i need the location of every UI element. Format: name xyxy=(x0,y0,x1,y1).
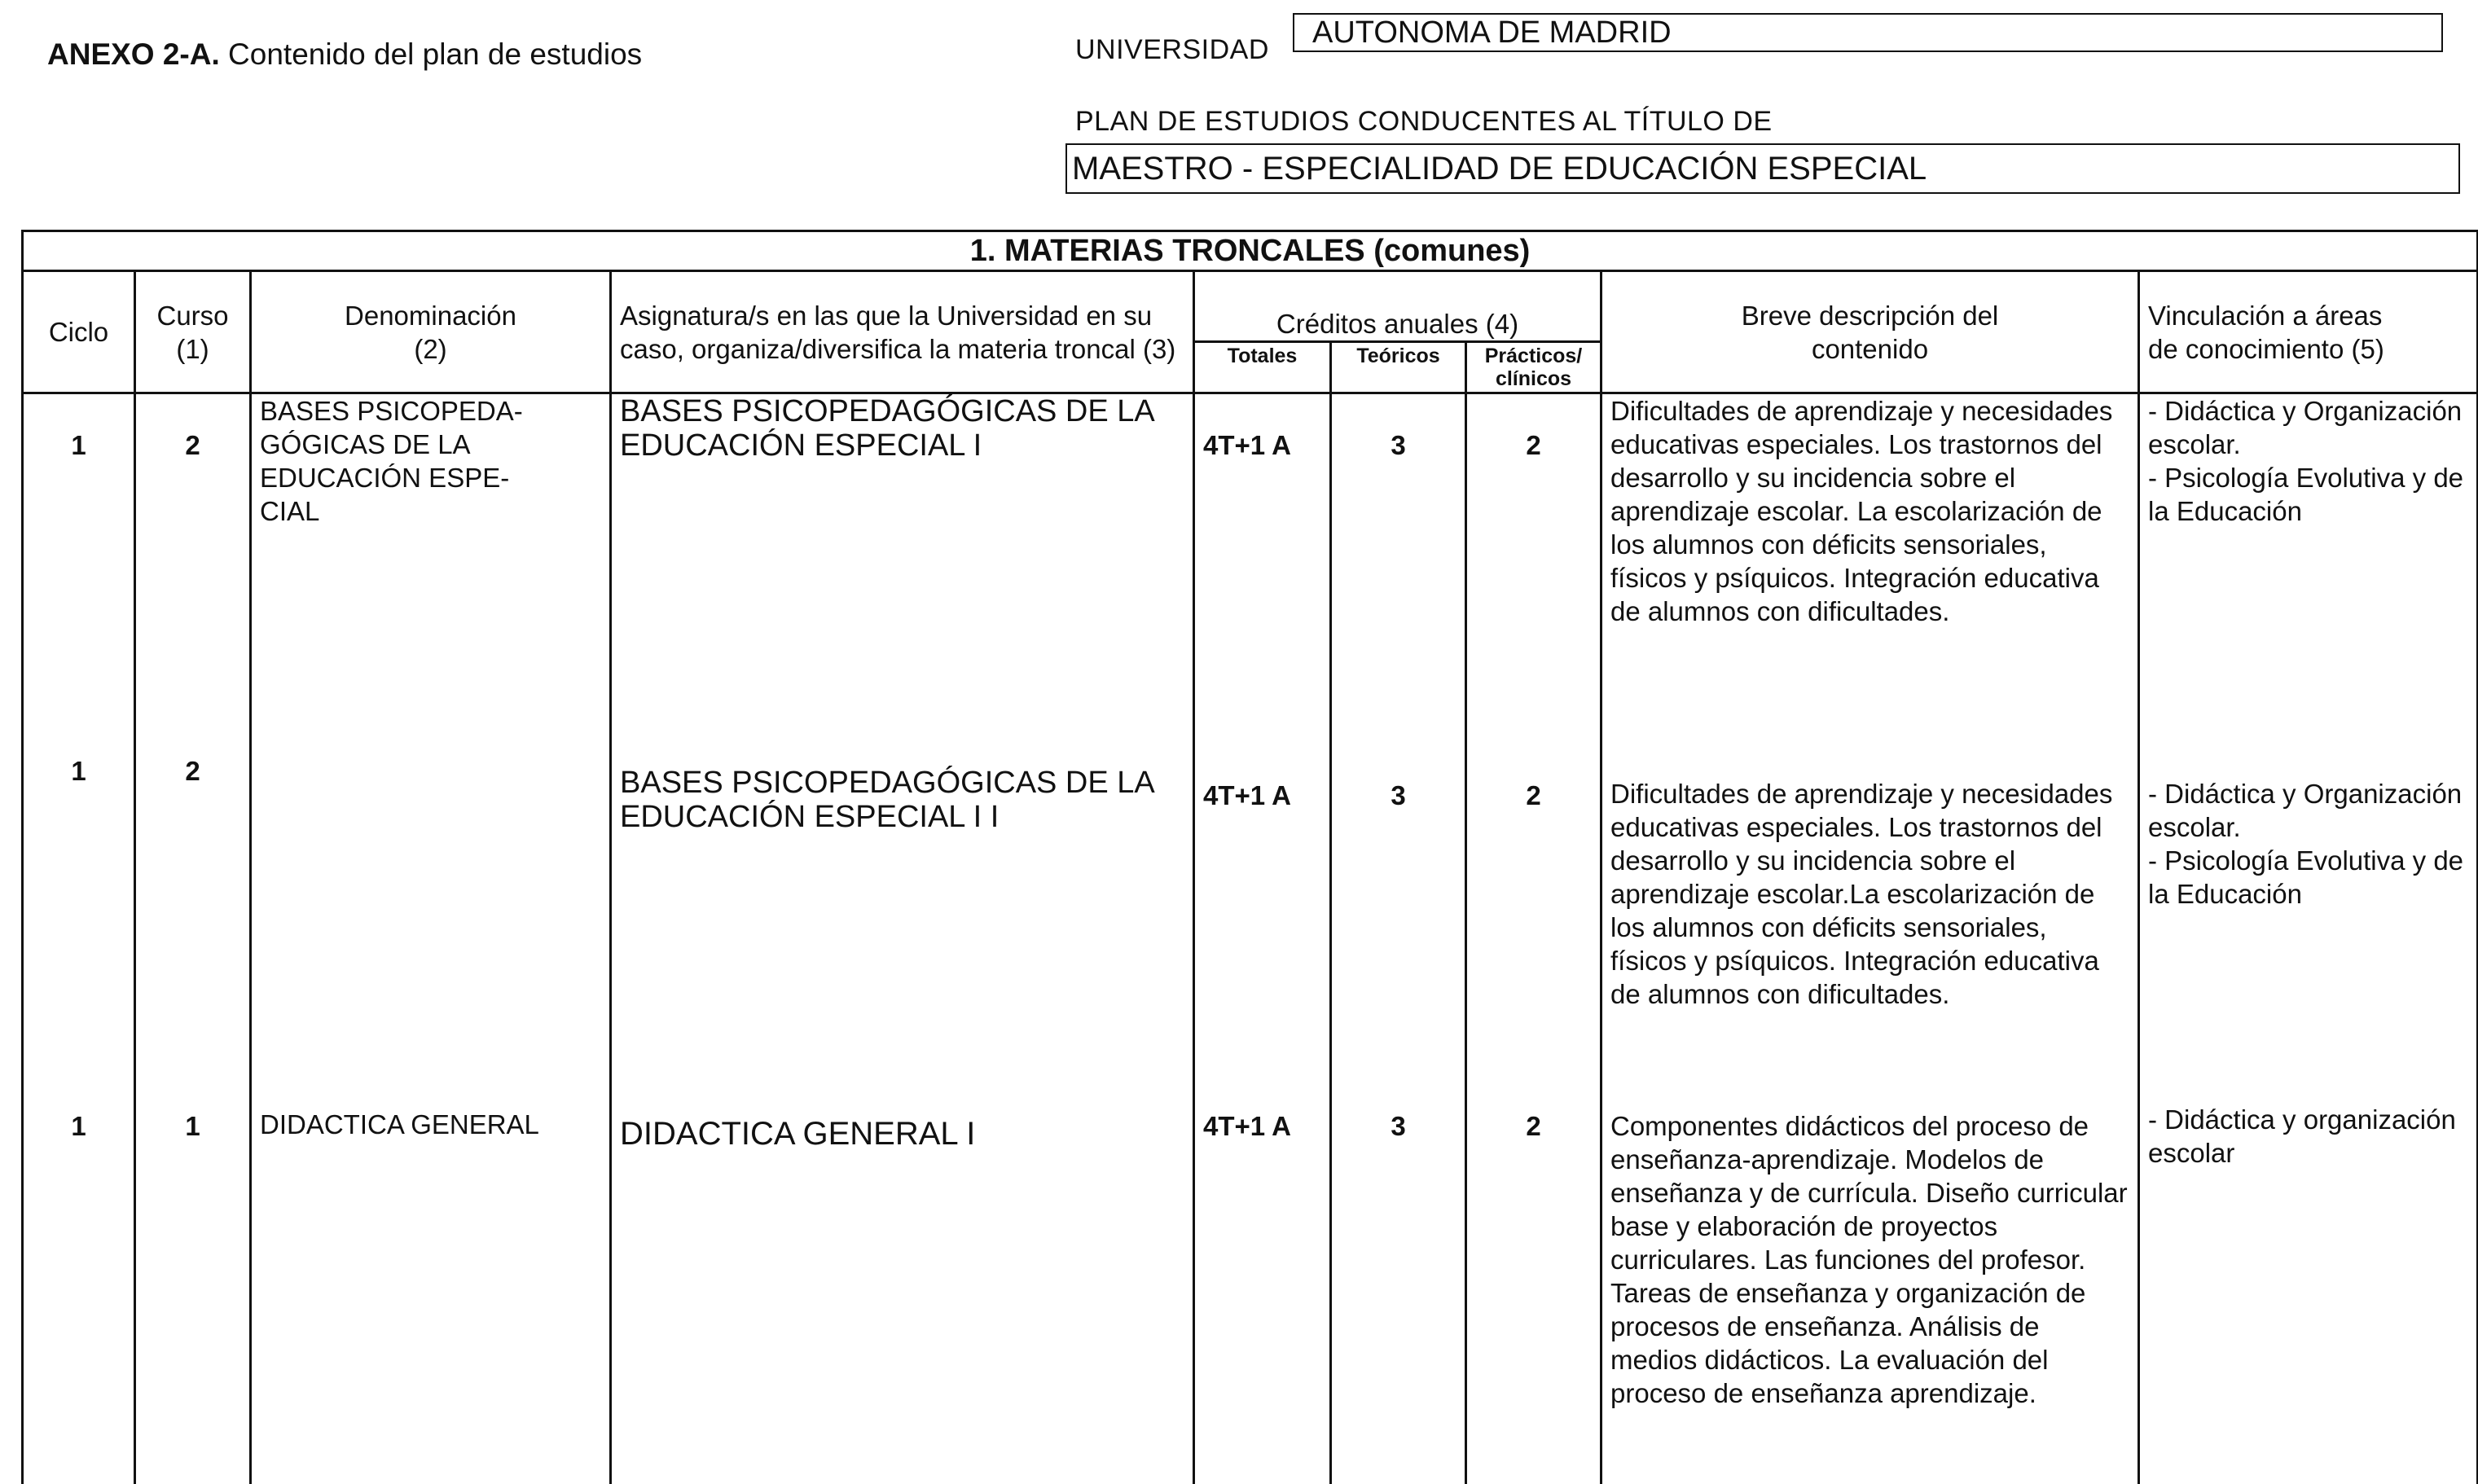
col-denominacion: Denominación (2) xyxy=(251,271,611,393)
cell-descripcion: Dificultades de aprendizaje y necesidades educativas especiales. Los trastornos del desarrollo y su incidencia sobre el aprendizaje escolar.La escolarización de los alumnos con déficits sensoriales, físicos y psíquicos. Integración educativa de alumnos con dificultades. xyxy=(1601,754,2139,1100)
col-asignatura: Asignatura/s en las que la Universidad en su caso, organiza/diversifica la materia troncal (3) xyxy=(611,271,1194,393)
cell-totales: 4T+1 A xyxy=(1194,393,1331,755)
university-label: UNIVERSIDAD xyxy=(1075,34,1269,65)
cell-asignatura: BASES PSICOPEDAGÓGICAS DE LA EDUCACIÓN ESPECIAL I I xyxy=(611,754,1194,1100)
table-row xyxy=(23,393,2478,755)
col-teoricos: Teóricos xyxy=(1331,342,1466,393)
cell-asignatura: BASES PSICOPEDAGÓGICAS DE LA EDUCACIÓN ESPECIAL I xyxy=(611,393,1194,755)
cell-vinculacion: - Didáctica y Organización escolar. - Psicología Evolutiva y de la Educación xyxy=(2139,754,2478,1100)
col-totales: Totales xyxy=(1194,342,1331,393)
university-field: AUTONOMA DE MADRID xyxy=(1293,13,2443,52)
cell-asignatura: DIDACTICA GENERAL I xyxy=(611,1100,1194,1484)
cell-denominacion xyxy=(251,754,611,1100)
cell-totales: 4T+1 A xyxy=(1194,1100,1331,1484)
table-row xyxy=(23,1100,2478,1484)
cell-practicos: 2 xyxy=(1466,1100,1601,1484)
col-descripcion: Breve descripción del contenido xyxy=(1601,271,2139,393)
column-header-row xyxy=(23,271,2478,342)
col-practicos: Prácticos/ clínicos xyxy=(1466,342,1601,393)
col-ciclo: Ciclo xyxy=(23,271,135,393)
cell-descripcion: Componentes didácticos del proceso de enseñanza-aprendizaje. Modelos de enseñanza y de currícula. Diseño curricular base y elaboración de proyectos curriculares. Las funciones del profesor. Tareas de enseñanza y organización de procesos de enseñanza. Análisis de medios didácticos. La evaluación del proceso de enseñanza aprendizaje. xyxy=(1601,1100,2139,1484)
cell-teoricos: 3 xyxy=(1331,754,1466,1100)
cell-practicos: 2 xyxy=(1466,754,1601,1100)
cell-teoricos: 3 xyxy=(1331,1100,1466,1484)
table-row xyxy=(23,754,2478,1100)
cell-curso: 1 xyxy=(135,1100,251,1484)
cell-ciclo: 1 xyxy=(23,754,135,1100)
cell-teoricos: 3 xyxy=(1331,393,1466,755)
col-creditos: Créditos anuales (4) xyxy=(1194,271,1601,342)
col-curso: Curso (1) xyxy=(135,271,251,393)
cell-ciclo: 1 xyxy=(23,1100,135,1484)
annex-label: ANEXO 2-A. xyxy=(47,37,220,71)
cell-denominacion: DIDACTICA GENERAL xyxy=(251,1100,611,1484)
cell-denominacion: BASES PSICOPEDA- GÓGICAS DE LA EDUCACIÓN ESPE- CIAL xyxy=(251,393,611,755)
cell-totales: 4T+1 A xyxy=(1194,754,1331,1100)
cell-vinculacion: - Didáctica y Organización escolar. - Psicología Evolutiva y de la Educación xyxy=(2139,393,2478,755)
section-header-row xyxy=(23,231,2478,271)
cell-ciclo: 1 xyxy=(23,393,135,755)
annex-subtitle: Contenido del plan de estudios xyxy=(219,37,643,71)
degree-field: MAESTRO - ESPECIALIDAD DE EDUCACIÓN ESPECIAL xyxy=(1065,143,2460,194)
cell-curso: 2 xyxy=(135,393,251,755)
annex-title xyxy=(47,37,642,72)
cell-practicos: 2 xyxy=(1466,393,1601,755)
cell-curso: 2 xyxy=(135,754,251,1100)
curriculum-table xyxy=(21,230,2478,1484)
col-vinculacion: Vinculación a áreas de conocimiento (5) xyxy=(2139,271,2478,393)
plan-label: PLAN DE ESTUDIOS CONDUCENTES AL TÍTULO DE xyxy=(1075,106,1773,137)
cell-vinculacion: - Didáctica y organización escolar xyxy=(2139,1100,2478,1484)
section-title: 1. MATERIAS TRONCALES (comunes) xyxy=(23,231,2478,271)
cell-descripcion: Dificultades de aprendizaje y necesidades educativas especiales. Los trastornos del desarrollo y su incidencia sobre el aprendizaje escolar. La escolarización de los alumnos con déficits sensoriales, físicos y psíquicos. Integración educativa de alumnos con dificultades. xyxy=(1601,393,2139,755)
